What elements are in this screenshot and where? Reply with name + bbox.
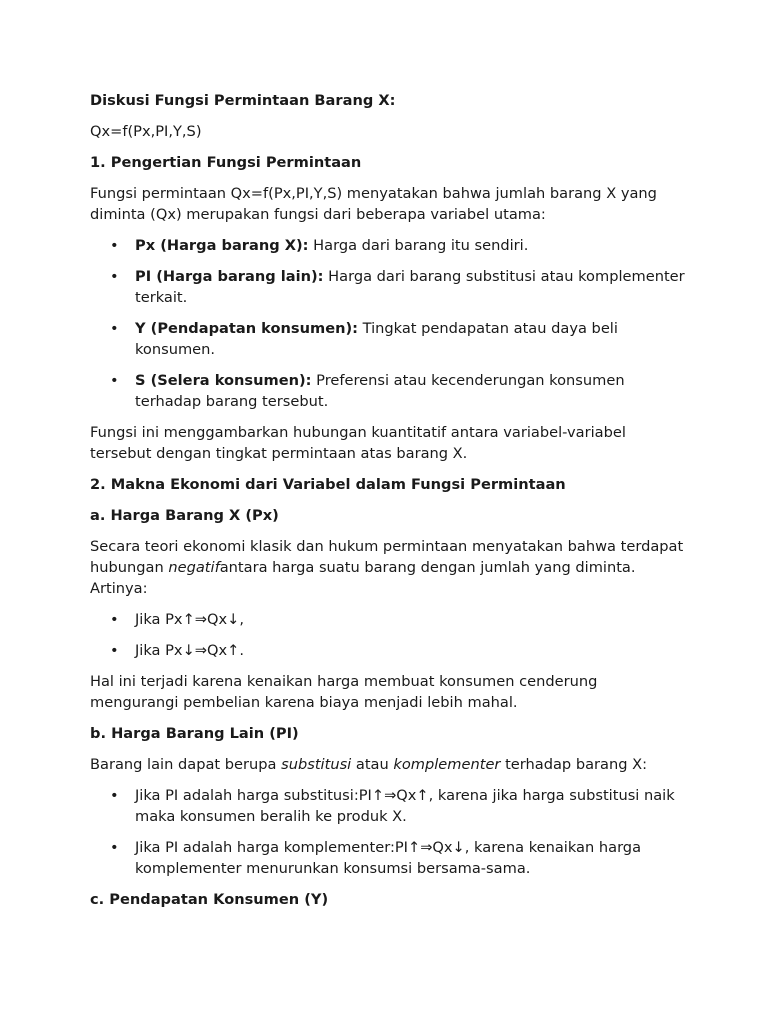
bullet-icon: •: [110, 611, 119, 628]
item-text: Jika Px↓⇒Qx↑.: [135, 642, 245, 659]
px-effect-list: [90, 609, 690, 661]
item-text: Jika PI adalah harga substitusi:PI↑⇒Qx↑, karena jika harga substitusi naik maka konsumen beralih ke produk X.: [135, 787, 675, 825]
item-term: S (Selera konsumen):: [135, 372, 312, 389]
item-text: Jika PI adalah harga komplementer:PI↑⇒Qx↓, karena kenaikan harga komplementer menurunkan konsumsi bersama-sama.: [135, 839, 642, 877]
document-page: [90, 90, 690, 920]
subsection-a-closing: Hal ini terjadi karena kenaikan harga membuat konsumen cenderung mengurangi pembelian karena biaya menjadi lebih mahal.: [90, 673, 598, 711]
list-item: [90, 235, 690, 256]
item-term: Px (Harga barang X):: [135, 237, 309, 254]
emphasis-text: komplementer: [393, 756, 501, 773]
text-span: Secara teori ekonomi klasik dan hukum permintaan menyatakan bahwa terdapat hubungan: [90, 538, 684, 576]
variable-list: [90, 235, 690, 412]
text-span: antara harga suatu barang dengan jumlah yang diminta. Artinya:: [90, 559, 636, 597]
section-1-closing: Fungsi ini menggambarkan hubungan kuantitatif antara variabel-variabel tersebut dengan tingkat permintaan atas barang X.: [90, 424, 626, 462]
bullet-icon: •: [110, 320, 119, 337]
item-term: Y (Pendapatan konsumen):: [135, 320, 358, 337]
demand-function-formula: Qx=f(Px,PI,Y,S): [90, 123, 202, 140]
subsection-b-heading: b. Harga Barang Lain (PI): [90, 725, 299, 742]
text-span: Barang lain dapat berupa: [90, 756, 282, 773]
item-desc: Harga dari barang substitusi atau komplementer terkait.: [135, 268, 685, 306]
text-span: atau: [351, 756, 394, 773]
bullet-icon: •: [110, 268, 119, 285]
pi-effect-list: [90, 785, 690, 879]
list-item: [90, 837, 690, 879]
item-text: Jika Px↑⇒Qx↓,: [135, 611, 245, 628]
emphasis-text: negatif: [168, 559, 220, 576]
text-span: terhadap barang X:: [500, 756, 648, 773]
item-desc: Preferensi atau kecenderungan konsumen terhadap barang tersebut.: [135, 372, 625, 410]
bullet-icon: •: [110, 839, 119, 856]
subsection-a-paragraph: [90, 536, 690, 599]
subsection-a-heading: a. Harga Barang X (Px): [90, 507, 279, 524]
item-term: PI (Harga barang lain):: [135, 268, 324, 285]
list-item: [90, 266, 690, 308]
bullet-icon: •: [110, 787, 119, 804]
list-item: [90, 785, 690, 827]
bullet-icon: •: [110, 642, 119, 659]
emphasis-text: substitusi: [281, 756, 352, 773]
document-title: Diskusi Fungsi Permintaan Barang X:: [90, 92, 396, 109]
list-item: [90, 370, 690, 412]
bullet-icon: •: [110, 372, 119, 389]
section-2-heading: 2. Makna Ekonomi dari Variabel dalam Fungsi Permintaan: [90, 476, 566, 493]
subsection-c-heading: c. Pendapatan Konsumen (Y): [90, 891, 329, 908]
bullet-icon: •: [110, 237, 119, 254]
list-item: [90, 640, 690, 661]
item-desc: Harga dari barang itu sendiri.: [308, 237, 529, 254]
list-item: [90, 318, 690, 360]
section-1-heading: 1. Pengertian Fungsi Permintaan: [90, 154, 362, 171]
subsection-b-paragraph: [90, 754, 690, 775]
list-item: [90, 609, 690, 630]
item-desc: Tingkat pendapatan atau daya beli konsumen.: [135, 320, 618, 358]
section-1-intro: Fungsi permintaan Qx=f(Px,PI,Y,S) menyatakan bahwa jumlah barang X yang diminta (Qx) merupakan fungsi dari beberapa variabel utama:: [90, 185, 657, 223]
